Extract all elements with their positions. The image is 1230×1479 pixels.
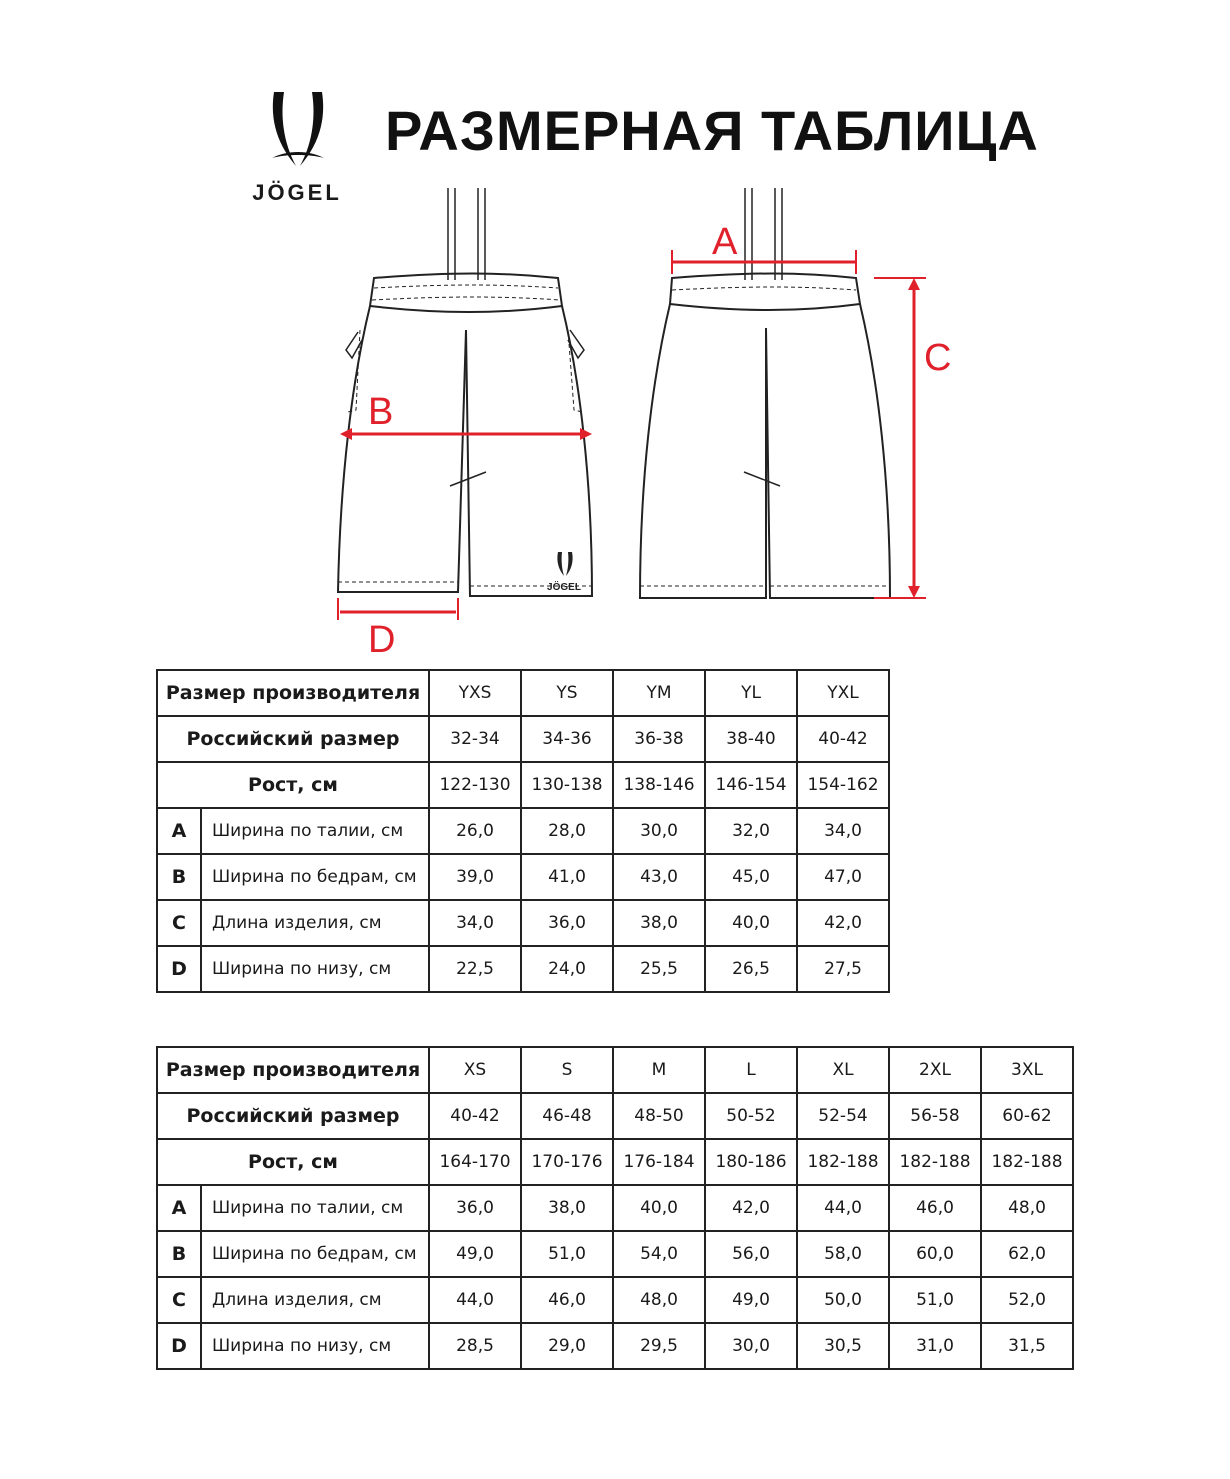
size-cell: YXL <box>797 670 889 716</box>
russian-size-cell: 40-42 <box>429 1093 521 1139</box>
label-c: C <box>924 337 952 379</box>
size-cell: 2XL <box>889 1047 981 1093</box>
russian-size-cell: 48-50 <box>613 1093 705 1139</box>
russian-size-cell: 40-42 <box>797 716 889 762</box>
measure-value: 43,0 <box>613 854 705 900</box>
russian-size-cell: 56-58 <box>889 1093 981 1139</box>
measure-value: 62,0 <box>981 1231 1073 1277</box>
russian-size-cell: 50-52 <box>705 1093 797 1139</box>
measure-letter: C <box>157 1277 201 1323</box>
measure-value: 51,0 <box>889 1277 981 1323</box>
size-cell: XL <box>797 1047 889 1093</box>
measure-value: 41,0 <box>521 854 613 900</box>
label-b: B <box>368 391 394 433</box>
measure-label: Ширина по талии, см <box>201 808 429 854</box>
size-cell: S <box>521 1047 613 1093</box>
row-measure-d <box>157 1323 1073 1369</box>
height-cell: 182-188 <box>889 1139 981 1185</box>
measure-value: 34,0 <box>797 808 889 854</box>
measure-value: 44,0 <box>797 1185 889 1231</box>
russian-size-cell: 46-48 <box>521 1093 613 1139</box>
height-cell: 176-184 <box>613 1139 705 1185</box>
measure-letter: C <box>157 900 201 946</box>
measure-label: Ширина по низу, см <box>201 946 429 992</box>
header-height: Рост, см <box>157 1139 429 1185</box>
size-cell: L <box>705 1047 797 1093</box>
measure-value: 22,5 <box>429 946 521 992</box>
measure-value: 42,0 <box>705 1185 797 1231</box>
measurement-a <box>672 221 856 274</box>
measure-letter: B <box>157 1231 201 1277</box>
height-cell: 182-188 <box>981 1139 1073 1185</box>
header-russian-size: Российский размер <box>157 716 429 762</box>
header-maker-size: Размер производителя <box>157 1047 429 1093</box>
row-maker-size <box>157 670 889 716</box>
measure-value: 38,0 <box>521 1185 613 1231</box>
size-cell: XS <box>429 1047 521 1093</box>
measure-value: 36,0 <box>429 1185 521 1231</box>
size-cell: YS <box>521 670 613 716</box>
height-cell: 164-170 <box>429 1139 521 1185</box>
measure-value: 30,0 <box>613 808 705 854</box>
measure-label: Ширина по бедрам, см <box>201 1231 429 1277</box>
height-cell: 182-188 <box>797 1139 889 1185</box>
measure-label: Ширина по талии, см <box>201 1185 429 1231</box>
measure-value: 38,0 <box>613 900 705 946</box>
row-measure-a <box>157 808 889 854</box>
measure-value: 48,0 <box>613 1277 705 1323</box>
measure-letter: D <box>157 946 201 992</box>
russian-size-cell: 36-38 <box>613 716 705 762</box>
russian-size-cell: 52-54 <box>797 1093 889 1139</box>
height-cell: 170-176 <box>521 1139 613 1185</box>
measure-value: 30,5 <box>797 1323 889 1369</box>
measure-value: 56,0 <box>705 1231 797 1277</box>
row-height <box>157 762 889 808</box>
measure-value: 25,5 <box>613 946 705 992</box>
shorts-back-view <box>640 188 890 598</box>
measure-letter: A <box>157 808 201 854</box>
size-cell: YL <box>705 670 797 716</box>
measure-label: Ширина по бедрам, см <box>201 854 429 900</box>
measure-value: 26,5 <box>705 946 797 992</box>
measure-value: 54,0 <box>613 1231 705 1277</box>
measure-value: 40,0 <box>613 1185 705 1231</box>
measure-label: Длина изделия, см <box>201 900 429 946</box>
row-measure-d <box>157 946 889 992</box>
russian-size-cell: 38-40 <box>705 716 797 762</box>
height-cell: 180-186 <box>705 1139 797 1185</box>
row-height <box>157 1139 1073 1185</box>
measure-value: 46,0 <box>521 1277 613 1323</box>
row-russian-size <box>157 716 889 762</box>
shorts-logo-mark <box>547 552 581 593</box>
measure-value: 31,0 <box>889 1323 981 1369</box>
measure-value: 60,0 <box>889 1231 981 1277</box>
measure-value: 34,0 <box>429 900 521 946</box>
size-cell: 3XL <box>981 1047 1073 1093</box>
measure-value: 48,0 <box>981 1185 1073 1231</box>
row-measure-c <box>157 900 889 946</box>
height-cell: 130-138 <box>521 762 613 808</box>
shorts-logo-text: JÖGEL <box>547 582 581 593</box>
measure-label: Ширина по низу, см <box>201 1323 429 1369</box>
height-cell: 138-146 <box>613 762 705 808</box>
measure-value: 24,0 <box>521 946 613 992</box>
measure-value: 47,0 <box>797 854 889 900</box>
row-maker-size <box>157 1047 1073 1093</box>
measure-value: 45,0 <box>705 854 797 900</box>
measure-letter: B <box>157 854 201 900</box>
row-russian-size <box>157 1093 1073 1139</box>
measure-value: 49,0 <box>705 1277 797 1323</box>
measure-value: 46,0 <box>889 1185 981 1231</box>
size-table-youth <box>156 669 890 993</box>
measure-value: 30,0 <box>705 1323 797 1369</box>
measure-value: 36,0 <box>521 900 613 946</box>
measurement-b <box>340 391 592 440</box>
measure-value: 31,5 <box>981 1323 1073 1369</box>
size-cell: YM <box>613 670 705 716</box>
label-d: D <box>368 619 396 660</box>
measure-value: 28,5 <box>429 1323 521 1369</box>
measure-value: 39,0 <box>429 854 521 900</box>
measure-letter: A <box>157 1185 201 1231</box>
measure-value: 26,0 <box>429 808 521 854</box>
shorts-diagram <box>300 180 1000 660</box>
russian-size-cell: 60-62 <box>981 1093 1073 1139</box>
size-table-adult <box>156 1046 1074 1370</box>
height-cell: 122-130 <box>429 762 521 808</box>
measure-value: 44,0 <box>429 1277 521 1323</box>
russian-size-cell: 32-34 <box>429 716 521 762</box>
height-cell: 146-154 <box>705 762 797 808</box>
size-cell: YXS <box>429 670 521 716</box>
measure-value: 27,5 <box>797 946 889 992</box>
measure-letter: D <box>157 1323 201 1369</box>
measure-value: 52,0 <box>981 1277 1073 1323</box>
height-cell: 154-162 <box>797 762 889 808</box>
row-measure-b <box>157 854 889 900</box>
measure-value: 32,0 <box>705 808 797 854</box>
measure-value: 28,0 <box>521 808 613 854</box>
header-maker-size: Размер производителя <box>157 670 429 716</box>
russian-size-cell: 34-36 <box>521 716 613 762</box>
page-title: РАЗМЕРНАЯ ТАБЛИЦА <box>385 99 1039 162</box>
measure-value: 51,0 <box>521 1231 613 1277</box>
row-measure-c <box>157 1277 1073 1323</box>
size-cell: M <box>613 1047 705 1093</box>
header-russian-size: Российский размер <box>157 1093 429 1139</box>
label-a: A <box>712 221 738 263</box>
row-measure-b <box>157 1231 1073 1277</box>
row-measure-a <box>157 1185 1073 1231</box>
measurement-d <box>338 598 458 660</box>
measure-label: Длина изделия, см <box>201 1277 429 1323</box>
measure-value: 58,0 <box>797 1231 889 1277</box>
jogel-v-logo-icon <box>232 88 362 180</box>
measure-value: 42,0 <box>797 900 889 946</box>
measure-value: 29,0 <box>521 1323 613 1369</box>
header-height: Рост, см <box>157 762 429 808</box>
measure-value: 40,0 <box>705 900 797 946</box>
measurement-c <box>874 278 951 598</box>
measure-value: 50,0 <box>797 1277 889 1323</box>
brand-name: JÖGEL <box>252 180 342 205</box>
measure-value: 29,5 <box>613 1323 705 1369</box>
measure-value: 49,0 <box>429 1231 521 1277</box>
